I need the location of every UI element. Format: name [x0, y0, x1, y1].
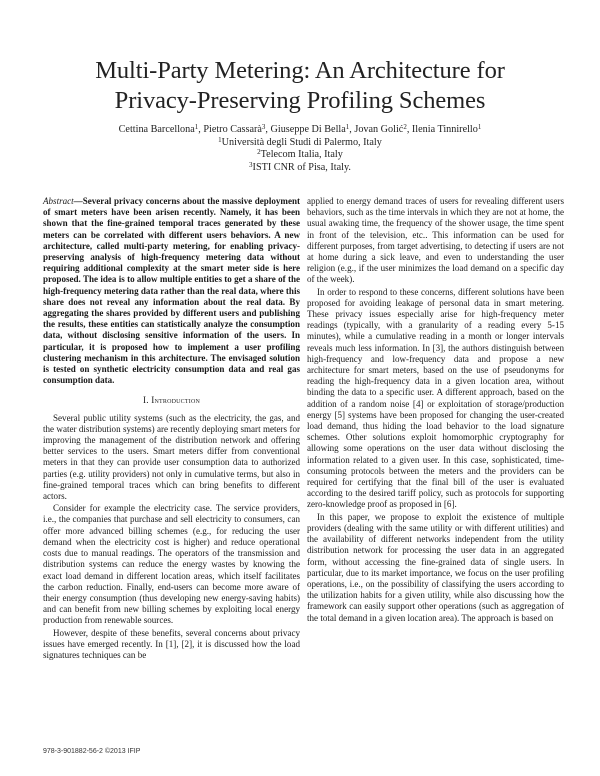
- paper-title: [40, 56, 560, 116]
- author-block: [40, 124, 560, 174]
- affiliation: $^1$Università degli Studi di Palermo, Italy: [218, 135, 382, 148]
- intro-paragraph: Several public utility systems (such as the electricity, the gas, and the water distribution systems) are recently deploying smart meters for improving the management of the distribution network and offering better services to the users. Smart meters differ from conventional meters in that they can provide user consumption data to authorized parties (e.g. utility providers) not only in cumulative terms, but also in fine-grained temporal traces which can bring benefits to different actors.: [43, 412, 300, 502]
- affiliation: $^2$Telecom Italia, Italy: [257, 148, 343, 161]
- abstract: [43, 196, 300, 386]
- author-name: Jovan Golić: [354, 124, 404, 135]
- title-line-2: Privacy-Preserving Profiling Schemes: [114, 87, 486, 114]
- author-name: Cettina Barcellona: [118, 124, 195, 135]
- author-name: Giuseppe Di Bella: [270, 124, 346, 135]
- affiliation: $^3$ISTI CNR of Pisa, Italy.: [249, 160, 351, 173]
- intro-paragraph: Consider for example the electricity case. The service providers, i.e., the companies that purchase and sell electricity to consumers, can offer more advanced billing schemes (e.g., for reducing the user demand when the electricity cost is higher) and reduce operational costs due to manual readings. The operators of the transmission and distribution systems can reduce the energy wastes by knowing the exact load demand in different location areas, which itself facilitates the carbon reduction. Finally, end-users can become more aware of their energy consumption (thus developing new energy-saving habits) and can benefit from new billing schemes by exploiting local energy production from renewable sources.: [43, 503, 300, 626]
- author-name: Ilenia Tinnirello: [411, 124, 478, 135]
- section-heading-introduction: I. Introduction: [142, 395, 201, 406]
- copyright-footer: 978-3-901882-56-2 ©2013 IFIP: [43, 748, 141, 755]
- abstract-text: —Several privacy concerns about the massive deployment of smart meters have been arisen recently. Namely, it has been shown that the fine-grained temporal traces generated by these meters can be correlated with different users behaviors. A new architecture, called multi-party metering, for enabling privacy-preserving analysis of high-frequency metering data without requiring additional complexity at the smart meter side is here proposed. The idea is to allow multiple entities to get a share of the high-frequency metering data rather than the real data, where this share does not reveal any information about the real data. By aggregating the shares provided by different users and publishing the results, these entities can statistically analyze the consumption data, without disclosing sensitive information of the users. In particular, it is proposed how to implement a user profiling clustering mechanism in this architecture. The envisaged solution is tested on synthetic electricity consumption data and real gas consumption data.: [43, 196, 300, 386]
- body-paragraph: In order to respond to these concerns, different solutions have been proposed for avoiding leakage of personal data in smart metering. These privacy issues especially arise for high-frequency meter readings (typically, with a granularity of a reading every 5-15 minutes), while a cumulative reading in a month or longer intervals reveals much less information. In [3], the authors distinguish between high-frequency and low-frequency data and propose a new architecture for smart meters, based on the use of pseudonyms for reading the high-frequency data in a given location area, without binding the data to a specific user. A different approach, based on the addition of a random noise [4] or exploitation of storage/production energy [5] systems have been proposed for changing the user-created load demand, thus hiding the load behavior to the load signature schemes. Other solutions exploit homomorphic cryptography for allowing some operations on the user data without disclosing the information related to a given user. In this case, sophisticated, time-consuming protocols between the meters and the providers can be required for certifying that the final bill of the user is evaluated according to the desired tariff policy, such as protocols for supporting zero-knowledge proof as proposed in [6].: [307, 286, 564, 510]
- right-column: [307, 196, 564, 625]
- left-column: [43, 196, 300, 662]
- abstract-label: Abstract: [43, 196, 74, 206]
- body-paragraph: applied to energy demand traces of users for revealing different users behaviors, such as the time intervals in which they are not at home, the usual awaking time, the frequency of the shower usage, the time spent in front of the television, etc.. This information can be used for different purposes, from target advertising, to detecting if users are not at home during a sick leave, and even to understanding the user religion (e.g., if the user minimizes the load demand on a specific day of the week).: [307, 196, 564, 285]
- author-name: Pietro Cassarà: [203, 124, 262, 135]
- intro-paragraph: However, despite of these benefits, several concerns about privacy issues have emerged recently. In [1], [2], it is discussed how the load signatures techniques can be: [43, 627, 300, 660]
- title-line-1: Multi-Party Metering: An Architecture for: [95, 57, 505, 84]
- author-names: Cettina Barcellona$^1$, Pietro Cassarà$^3$, Giuseppe Di Bella$^1$, Jovan Golić$^2$, Ilenia Tinnirello$^1$: [118, 123, 482, 135]
- body-paragraph: In this paper, we propose to exploit the existence of multiple providers (dealing with the same utility or with different utilities) and the availability of different networks independent from the utility distribution network for processing the user data in an aggregated form, without accessing the fine-grained data of single users. In particular, due to its market importance, we focus on the user profiling operations, i.e., on the possibility of classifying the users according to the utilization habits for a given utility, while also discussing how the framework can easily support other operations (such as aggregation of the total demand in a given location area). The approach is based on: [307, 511, 564, 623]
